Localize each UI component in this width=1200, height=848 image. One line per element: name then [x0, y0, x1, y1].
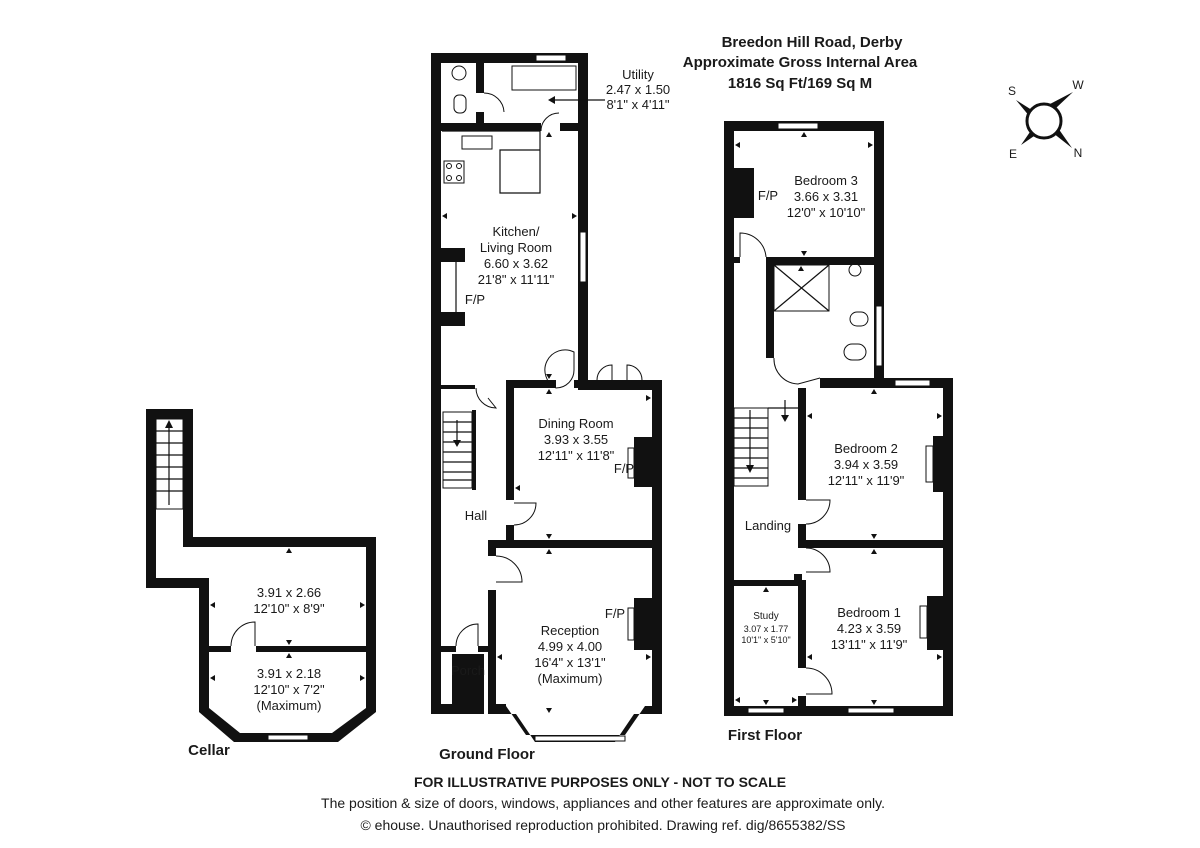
cellar-plan	[146, 409, 376, 759]
bedroom2-metric: 3.94 x 3.59	[833, 457, 899, 472]
ground-floor-plan	[431, 53, 670, 763]
cellar-upper-imperial: 12'10" x 8'9"	[253, 601, 325, 616]
gross-area: 1816 Sq Ft/169 Sq M	[727, 75, 873, 92]
utility-name: Utility	[622, 67, 654, 82]
first-floor-label: First Floor	[727, 727, 803, 744]
first-floor-plan	[724, 121, 953, 744]
ground-stairs	[443, 412, 472, 488]
bedroom2-imperial: 12'11" x 11'9"	[827, 473, 905, 488]
kitchen-fireplace: F/P	[464, 292, 486, 307]
dining-imperial: 12'11" x 11'8"	[537, 448, 615, 463]
bedroom1-metric: 4.23 x 3.59	[836, 621, 902, 636]
bedroom1-imperial: 13'11" x 11'9"	[830, 637, 908, 652]
dining-metric: 3.93 x 3.55	[543, 432, 609, 447]
bedroom1-name: Bedroom 1	[837, 605, 901, 620]
porch-name: Porch	[451, 663, 485, 678]
utility-metric: 2.47 x 1.50	[605, 82, 671, 97]
kitchen-name-line1: Kitchen/	[492, 224, 540, 239]
study-imperial: 10'1" x 5'10"	[741, 635, 791, 645]
cellar-lower-metric: 3.91 x 2.18	[256, 666, 322, 681]
copyright-text: © ehouse. Unauthorised reproduction prohibited. Drawing ref. dig/8655382/SS	[360, 817, 846, 833]
reception-metric: 4.99 x 4.00	[537, 639, 603, 654]
compass-icon	[1008, 78, 1084, 161]
landing-name: Landing	[744, 518, 792, 533]
compass-north: N	[1073, 146, 1083, 160]
first-stairs	[734, 400, 798, 486]
bedroom3-imperial: 12'0" x 10'10"	[786, 205, 866, 220]
study-metric: 3.07 x 1.77	[743, 624, 789, 634]
kitchen-metric: 6.60 x 3.62	[483, 256, 549, 271]
approximation-note: The position & size of doors, windows, appliances and other features are approximate only.	[321, 795, 885, 811]
reception-imperial: 16'4" x 13'1"	[534, 655, 606, 670]
plan-footer	[321, 774, 885, 833]
area-subtitle: Approximate Gross Internal Area	[682, 54, 918, 71]
kitchen-name-line2: Living Room	[479, 240, 553, 255]
bedroom2-name: Bedroom 2	[834, 441, 898, 456]
cellar-lower-note: (Maximum)	[256, 698, 322, 713]
cellar-stairs	[156, 419, 183, 509]
reception-fireplace: F/P	[604, 606, 626, 621]
bedroom3-metric: 3.66 x 3.31	[793, 189, 859, 204]
bedroom3-fireplace: F/P	[757, 188, 779, 203]
hall-name: Hall	[464, 508, 488, 523]
compass-east: E	[1008, 147, 1018, 161]
compass-west: W	[1072, 78, 1084, 92]
bedroom3-name: Bedroom 3	[794, 173, 858, 188]
reception-name: Reception	[540, 623, 600, 638]
ground-floor-label: Ground Floor	[439, 746, 535, 763]
property-title: Breedon Hill Road, Derby	[721, 34, 903, 51]
cellar-upper-metric: 3.91 x 2.66	[256, 585, 322, 600]
compass-south: S	[1007, 84, 1017, 98]
cellar-label: Cellar	[188, 742, 230, 759]
cellar-lower-imperial: 12'10" x 7'2"	[253, 682, 325, 697]
plan-header	[683, 34, 918, 92]
disclaimer-text: FOR ILLUSTRATIVE PURPOSES ONLY - NOT TO SCALE	[413, 774, 787, 790]
reception-note: (Maximum)	[537, 671, 603, 686]
dining-fireplace: F/P	[613, 461, 635, 476]
dining-name: Dining Room	[538, 416, 614, 431]
utility-imperial: 8'1" x 4'11"	[606, 97, 670, 112]
study-name: Study	[753, 611, 779, 622]
kitchen-imperial: 21'8" x 11'11"	[477, 272, 555, 287]
